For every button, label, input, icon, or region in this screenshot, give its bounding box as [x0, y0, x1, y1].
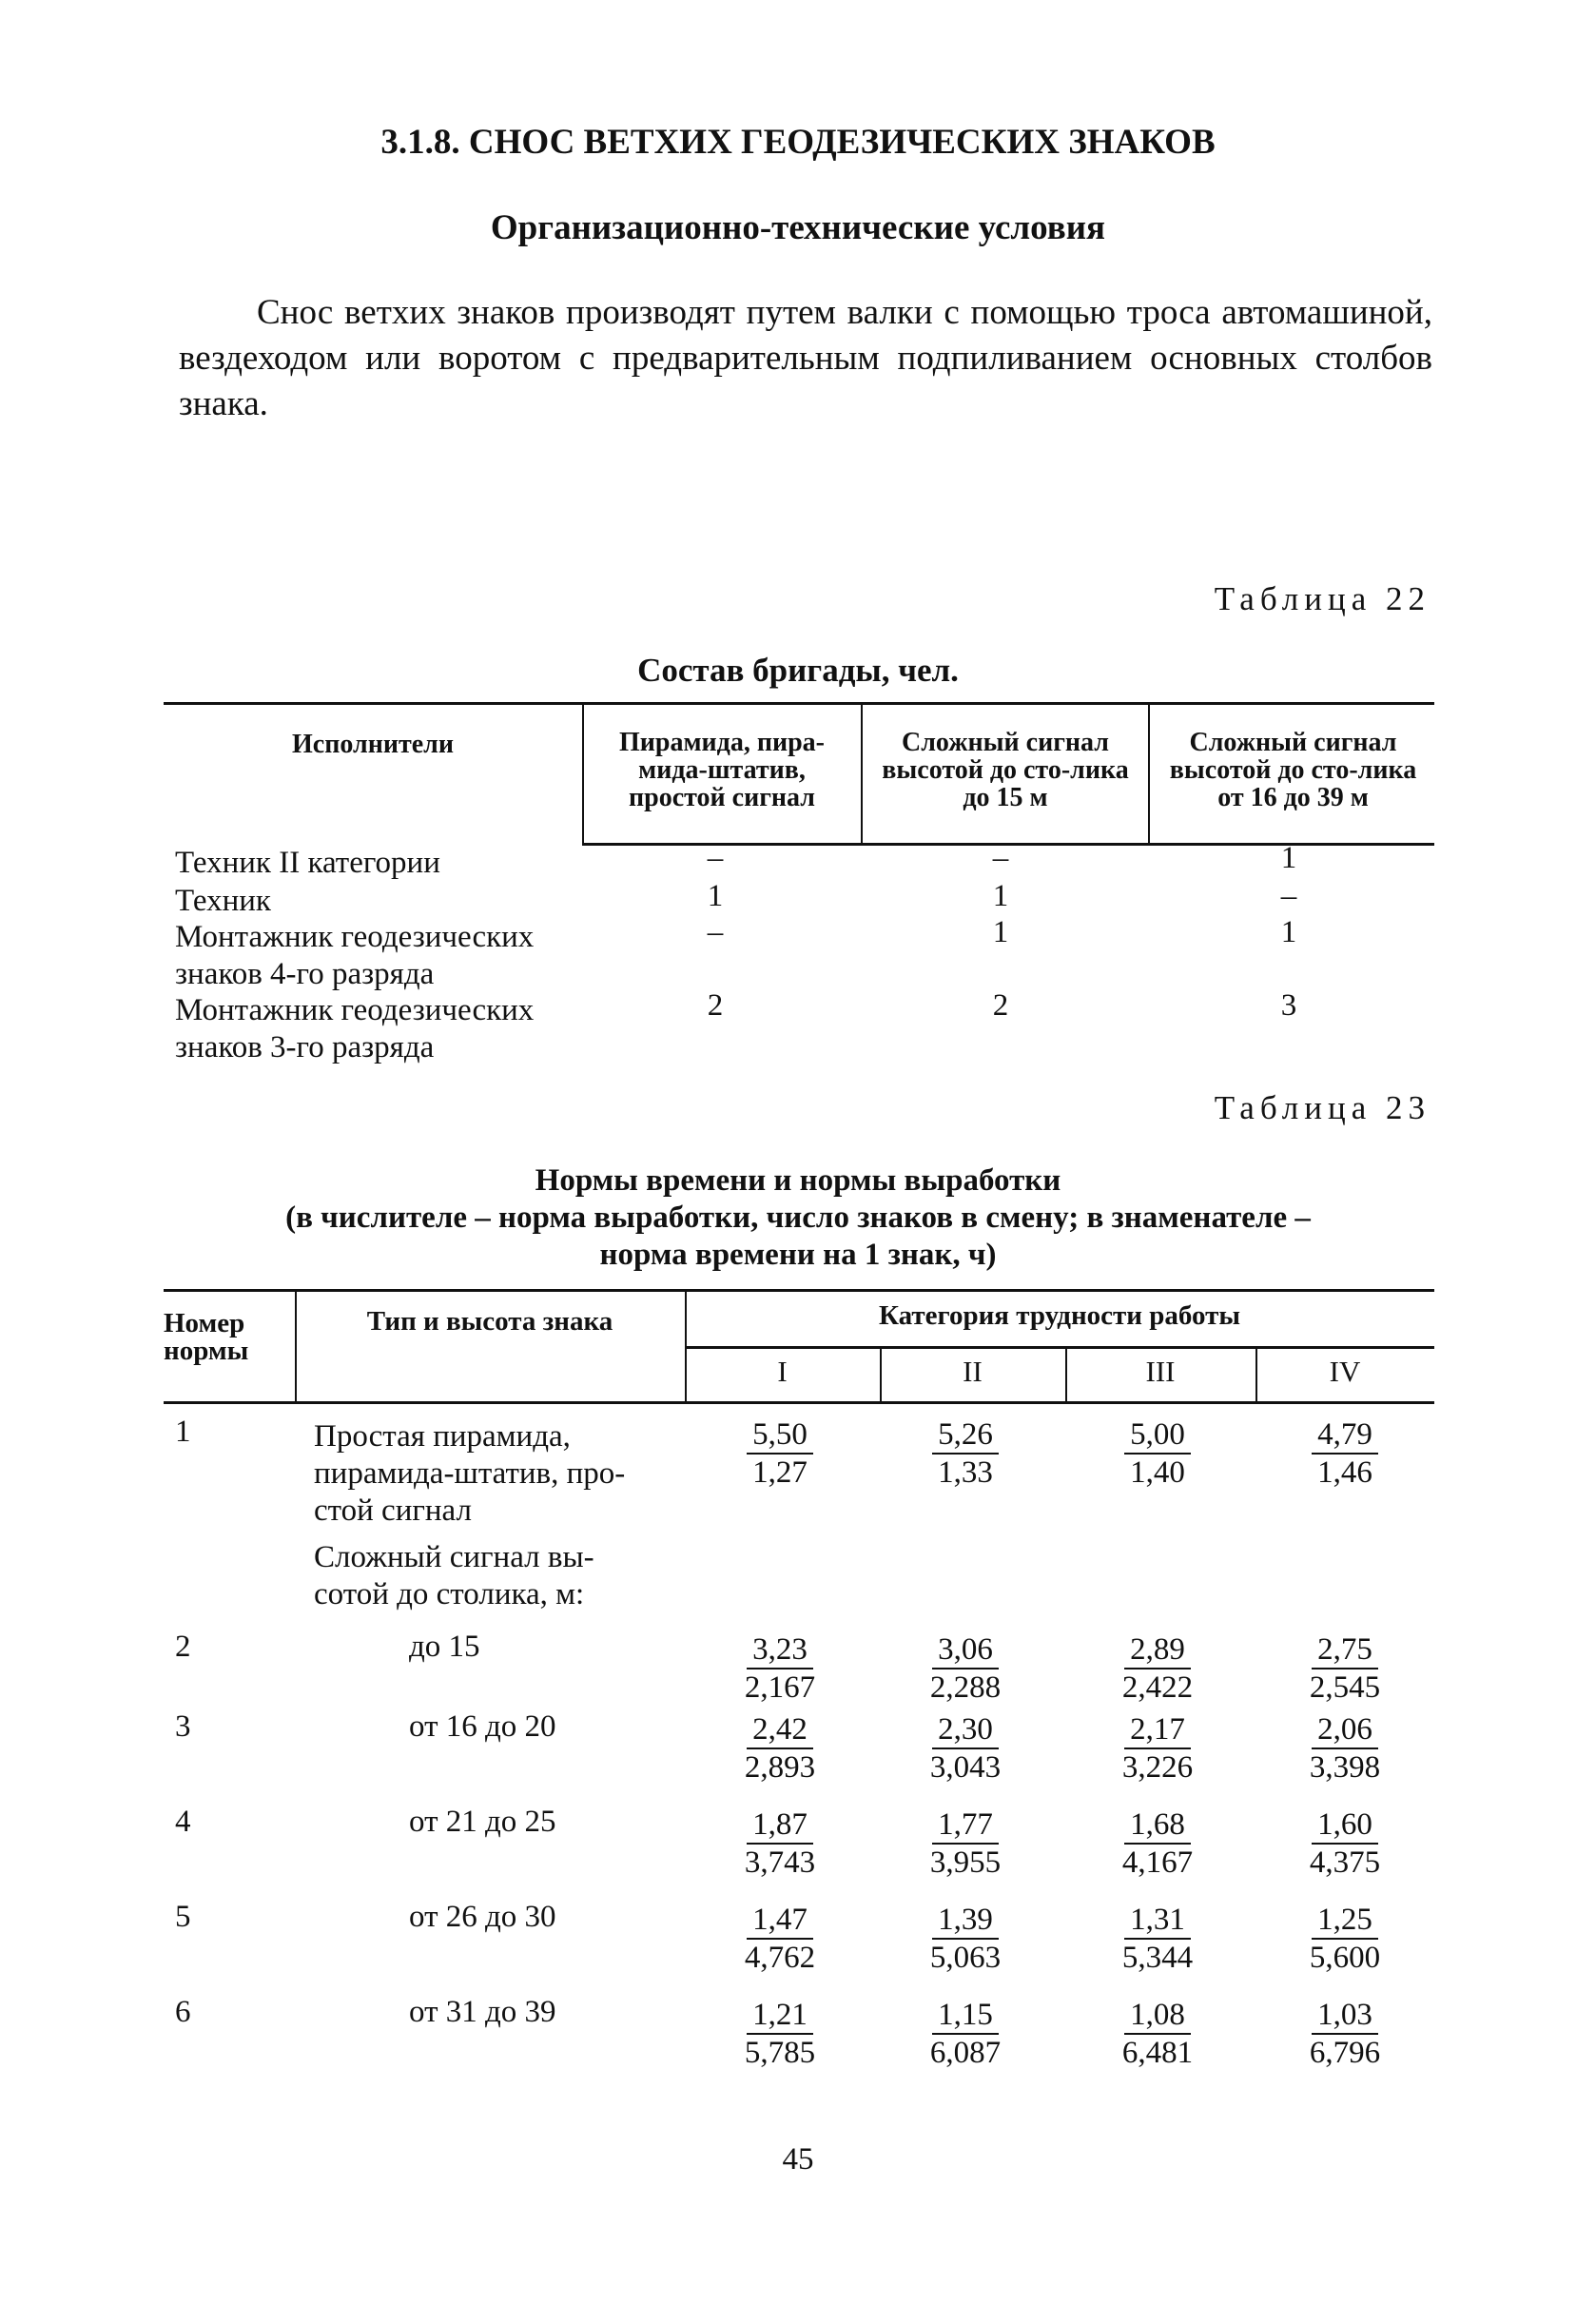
- table22-divider-1: [582, 702, 584, 845]
- table22-header-executors: Исполнители: [292, 730, 454, 759]
- table23-label: Таблица 23: [1214, 1089, 1431, 1126]
- table23-fraction: [723, 1416, 837, 1491]
- table23-row-number: 5: [175, 1900, 191, 1934]
- fraction-denominator: 6,087: [929, 2036, 1002, 2070]
- fraction-denominator: 5,344: [1121, 1941, 1194, 1975]
- intro-paragraph: [179, 290, 1432, 427]
- table23-fraction: [723, 1711, 837, 1786]
- fraction-numerator: 1,60: [1312, 1806, 1378, 1845]
- table22-row-label: [175, 845, 440, 882]
- table22-row-label-line: Техник II категории: [175, 846, 440, 880]
- fraction-numerator: 1,77: [932, 1806, 999, 1845]
- table22-cell: –: [992, 841, 1009, 875]
- fraction-numerator: 2,06: [1312, 1711, 1378, 1749]
- fraction-numerator: 1,47: [747, 1902, 813, 1940]
- fraction-denominator: 2,545: [1309, 1670, 1381, 1705]
- table22-row-label-line: знаков 3-го разряда: [175, 1030, 435, 1064]
- fraction-denominator: 1,40: [1130, 1455, 1185, 1490]
- table23-fraction: [908, 1711, 1022, 1786]
- table23-fraction: [723, 1902, 837, 1976]
- fraction-numerator: 2,42: [747, 1711, 813, 1749]
- table23-fraction: [1288, 1631, 1402, 1706]
- fraction-numerator: 1,15: [932, 1997, 999, 2035]
- table22-row-label: [175, 883, 271, 920]
- table22-top-rule: [164, 702, 1434, 705]
- table23-row-type: от 16 до 20: [409, 1709, 556, 1744]
- fraction-numerator: 2,17: [1124, 1711, 1191, 1749]
- table23-row-number: 1: [175, 1415, 191, 1449]
- table23-fraction: [908, 1902, 1022, 1976]
- fraction-numerator: 1,08: [1124, 1997, 1191, 2035]
- fraction-denominator: 4,375: [1309, 1845, 1381, 1880]
- table22-header-signal-16-39: Сложный сигнал высотой до сто-лика от 16 до 39 м: [1169, 728, 1417, 812]
- table22-row-label-line: Монтажник геодезических: [175, 920, 535, 954]
- fraction-numerator: 5,26: [932, 1416, 999, 1455]
- table23-fraction: [1100, 1711, 1215, 1786]
- table23-fraction: [1100, 1416, 1215, 1491]
- fraction-denominator: 1,27: [752, 1455, 808, 1490]
- table23-row-number: 3: [175, 1709, 191, 1744]
- table22-header-signal-15: Сложный сигнал высотой до сто-лика до 15 м: [882, 728, 1129, 812]
- table23-fraction: [908, 1416, 1022, 1491]
- table23-fraction: [1100, 1997, 1215, 2071]
- fraction-numerator: 5,00: [1124, 1416, 1191, 1455]
- table23-fraction: [908, 1806, 1022, 1881]
- fraction-numerator: 1,03: [1312, 1997, 1378, 2035]
- fraction-denominator: 2,167: [744, 1670, 816, 1705]
- table22-divider-2: [861, 702, 863, 845]
- table22-row-label: [175, 992, 534, 1066]
- table22-cell: 2: [707, 988, 724, 1023]
- table23-row-type: от 21 до 25: [409, 1805, 556, 1839]
- fraction-numerator: 2,75: [1312, 1631, 1378, 1669]
- fraction-denominator: 1,46: [1317, 1455, 1372, 1490]
- fraction-denominator: 3,955: [929, 1845, 1002, 1880]
- table22-cell: 2: [992, 988, 1009, 1023]
- fraction-denominator: 2,422: [1121, 1670, 1194, 1705]
- subsection-title: Организационно-технические условия: [490, 208, 1106, 247]
- table23-fraction: [908, 1997, 1022, 2071]
- table23-category-rule: [685, 1346, 1434, 1349]
- fraction-denominator: 3,398: [1309, 1750, 1381, 1785]
- fraction-denominator: 2,288: [929, 1670, 1002, 1705]
- fraction-numerator: 1,39: [932, 1902, 999, 1940]
- table22-cell: 1: [992, 879, 1009, 913]
- fraction-denominator: 4,167: [1121, 1845, 1194, 1880]
- fraction-numerator: 1,25: [1312, 1902, 1378, 1940]
- table23-category-I: I: [777, 1355, 788, 1388]
- table23-category-III: III: [1145, 1355, 1176, 1388]
- fraction-denominator: 5,063: [929, 1941, 1002, 1975]
- complex-type-line: Сложный сигнал вы-: [314, 1540, 594, 1574]
- table23-fraction: [1288, 1806, 1402, 1881]
- table23-row-type: от 31 до 39: [409, 1995, 556, 2029]
- table23-row-type: от 26 до 30: [409, 1900, 556, 1934]
- table23-fraction: [723, 1631, 837, 1706]
- table23-fraction: [1100, 1902, 1215, 1976]
- fraction-denominator: 4,762: [744, 1941, 816, 1975]
- table23-fraction: [1288, 1997, 1402, 2071]
- table23-fraction: [723, 1997, 837, 2071]
- table23-fraction: [1288, 1416, 1402, 1491]
- table23-row-type: до 15: [409, 1630, 480, 1664]
- table23-fraction: [1288, 1711, 1402, 1786]
- fraction-denominator: 3,043: [929, 1750, 1002, 1785]
- table22-cell: 1: [1280, 841, 1297, 875]
- fraction-numerator: 3,06: [932, 1631, 999, 1669]
- table23-fraction: [723, 1806, 837, 1881]
- table22-caption: Состав бригады, чел.: [637, 652, 959, 689]
- table23-caption-line2: (в числителе – норма выработки, число знаков в смену; в знаменателе –: [285, 1201, 1311, 1235]
- fraction-denominator: 1,33: [938, 1455, 993, 1490]
- table23-simple-type: [314, 1418, 625, 1530]
- fraction-denominator: 3,226: [1121, 1750, 1194, 1785]
- table23-divider-number: [295, 1289, 297, 1401]
- table23-fraction: [908, 1631, 1022, 1706]
- table22-row-label: [175, 919, 534, 993]
- fraction-denominator: 6,481: [1121, 2036, 1194, 2070]
- simple-type-line: Простая пирамида,: [314, 1419, 571, 1454]
- section-title: 3.1.8. СНОС ВЕТХИХ ГЕОДЕЗИЧЕСКИХ ЗНАКОВ: [380, 123, 1216, 162]
- table22-cell: 1: [1280, 915, 1297, 949]
- table22-row-label-line: знаков 4-го разряда: [175, 957, 435, 991]
- table23-fraction: [1100, 1806, 1215, 1881]
- table22-divider-3: [1148, 702, 1150, 845]
- simple-type-line: стой сигнал: [314, 1494, 472, 1528]
- table23-header-rule: [164, 1401, 1434, 1404]
- table22-cell: 1: [992, 915, 1009, 949]
- fraction-numerator: 1,21: [747, 1997, 813, 2035]
- table23-complex-type: [314, 1539, 594, 1613]
- table23-fraction: [1100, 1631, 1215, 1706]
- fraction-numerator: 1,31: [1124, 1902, 1191, 1940]
- fraction-denominator: 6,796: [1309, 2036, 1381, 2070]
- fraction-numerator: 1,87: [747, 1806, 813, 1845]
- table22-row-label-line: Техник: [175, 884, 271, 918]
- fraction-denominator: 3,743: [744, 1845, 816, 1880]
- fraction-numerator: 2,89: [1124, 1631, 1191, 1669]
- complex-type-line: сотой до столика, м:: [314, 1577, 585, 1611]
- table23-caption-line1: Нормы времени и нормы выработки: [535, 1163, 1061, 1198]
- table23-caption-line3: норма времени на 1 знак, ч): [599, 1238, 997, 1272]
- simple-type-line: пирамида-штатив, про-: [314, 1456, 626, 1491]
- fraction-denominator: 2,893: [744, 1750, 816, 1785]
- table23-header-type: Тип и высота знака: [366, 1306, 613, 1337]
- table23-header-number: Номер нормы: [164, 1308, 249, 1366]
- table22-cell: –: [707, 915, 724, 949]
- paragraph-text: Снос ветхих знаков производят путем валки с помощью троса автомашиной, вездеходом или воротом с предварительным подпиливанием основных столбов знака.: [179, 293, 1432, 423]
- table22-row-label-line: Монтажник геодезических: [175, 993, 535, 1027]
- table22-cell: 3: [1280, 988, 1297, 1023]
- fraction-numerator: 2,30: [932, 1711, 999, 1749]
- table23-row-number: 6: [175, 1995, 191, 2029]
- fraction-denominator: 5,785: [744, 2036, 816, 2070]
- table23-row-number: 2: [175, 1630, 191, 1664]
- table23-category-II: II: [963, 1355, 983, 1388]
- page-number: 45: [782, 2142, 814, 2177]
- table23-header-category: Категория трудности работы: [879, 1300, 1240, 1331]
- table23-top-rule: [164, 1289, 1434, 1292]
- table22-label: Таблица 22: [1214, 580, 1431, 617]
- fraction-numerator: 3,23: [747, 1631, 813, 1669]
- table23-row-number: 4: [175, 1805, 191, 1839]
- table22-cell: –: [1280, 879, 1297, 913]
- table23-caption: [0, 1162, 1596, 1274]
- fraction-numerator: 4,79: [1312, 1416, 1378, 1455]
- table22-header-pyramid: Пирамида, пира-мида-штатив, простой сигнал: [618, 728, 825, 812]
- table22-cell: 1: [707, 879, 724, 913]
- table23-fraction: [1288, 1902, 1402, 1976]
- table22-cell: –: [707, 841, 724, 875]
- table23-category-IV: IV: [1329, 1355, 1361, 1388]
- fraction-denominator: 5,600: [1309, 1941, 1381, 1975]
- fraction-numerator: 5,50: [747, 1416, 813, 1455]
- fraction-numerator: 1,68: [1124, 1806, 1191, 1845]
